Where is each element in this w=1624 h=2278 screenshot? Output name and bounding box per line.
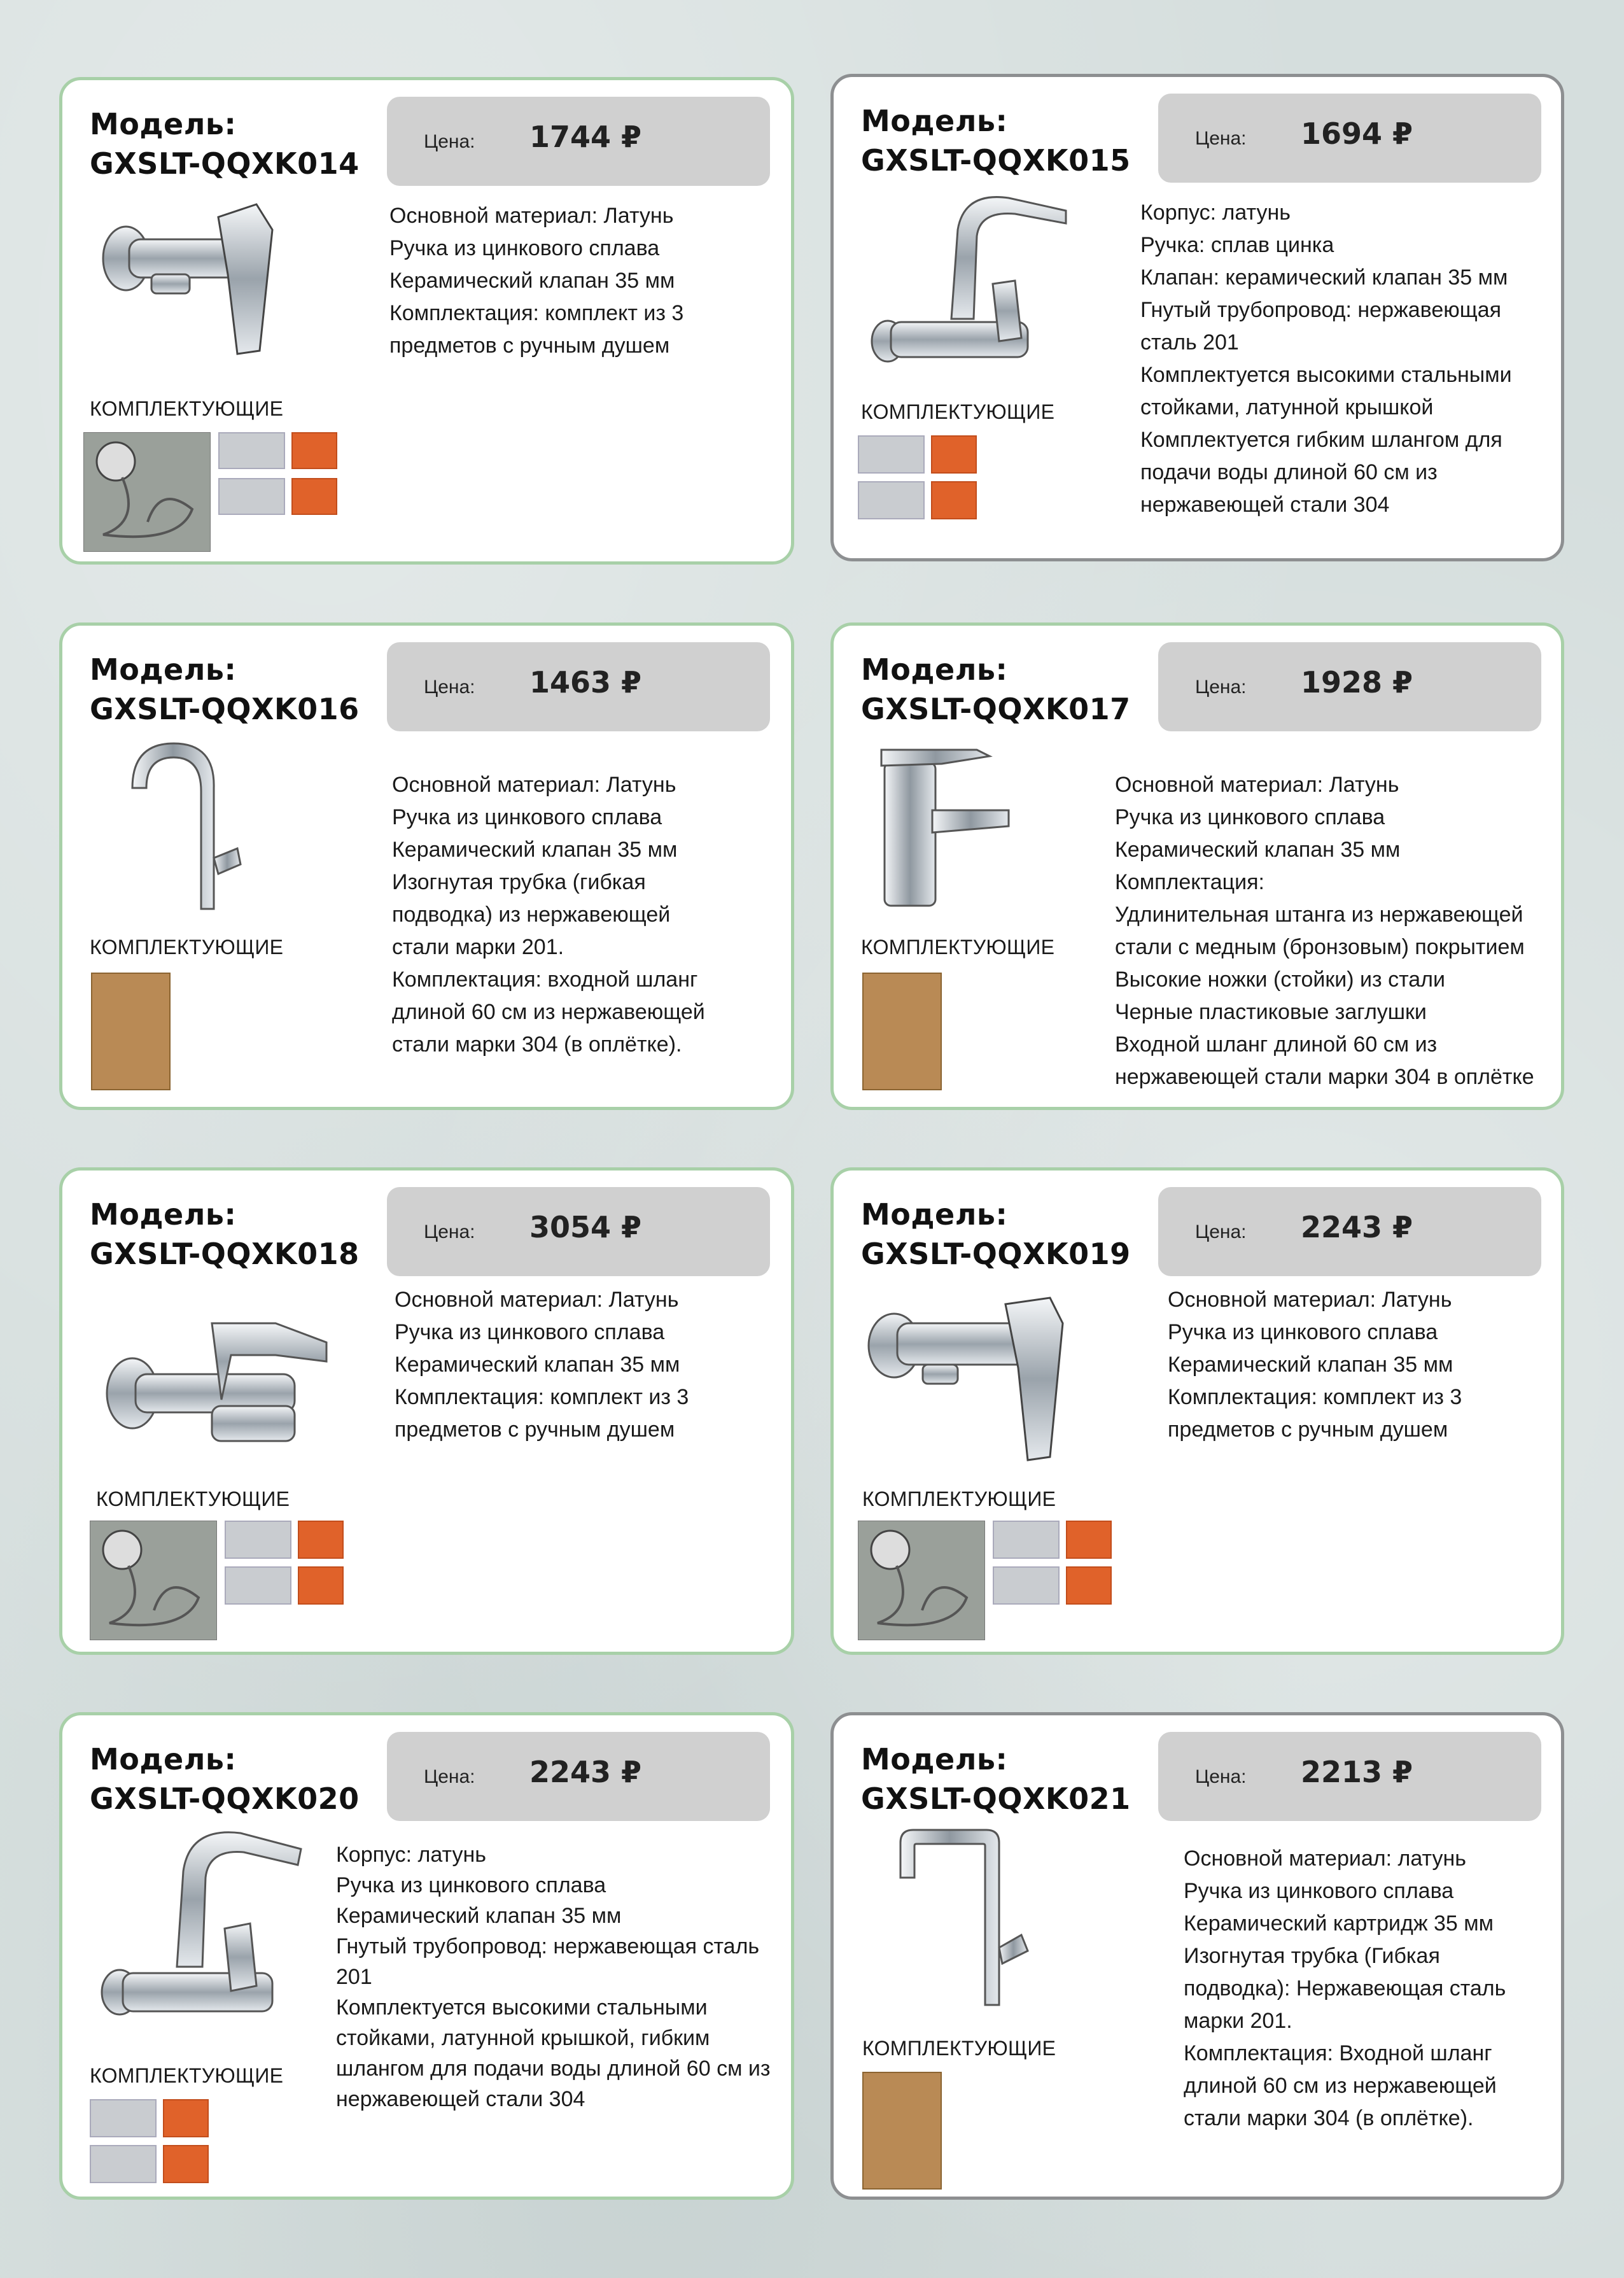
kitchen-mixer-icon: [107, 737, 285, 922]
description: Основной материал: Латунь Ручка из цинкового сплава Керамический клапан 35 мм Комплектация: комплект из 3 предметов с ручным душем: [1168, 1288, 1462, 1442]
price-label: Цена:: [424, 677, 475, 698]
connector-icon: [163, 2145, 209, 2183]
price-value: 2243 ₽: [529, 1755, 642, 1789]
price-label: Цена:: [1195, 128, 1247, 149]
price-value: 1463 ₽: [529, 665, 642, 700]
connector-icon: [1066, 1566, 1112, 1605]
flange-icon: [993, 1566, 1060, 1605]
description: Основной материал: Латунь Ручка из цинкового сплава Керамический клапан 35 мм Комплектация: Удлинительная штанга из нержавеющей стали с медным (бронзовым) покрытием Высокие ножки (стойки) из стали Черные пластиковые заглушки Входной шланг длиной 60 см из нержавеющей стали марки 304 в оплётке: [1115, 773, 1534, 1089]
accessories-label: КОМПЛЕКТУЮЩИЕ: [861, 400, 1055, 423]
product-card-017: [830, 622, 1564, 1110]
brass-extension-icon: [862, 2072, 942, 2190]
price-box: [387, 97, 770, 186]
flange-icon: [90, 2099, 157, 2137]
model-title: Модель: GXSLT-QQXK019: [861, 1197, 1131, 1271]
shower-wall-mixer-icon: [91, 179, 307, 370]
model-title: Модель: GXSLT-QQXK020: [90, 1742, 360, 1816]
sink-wall-mixer-icon: [81, 1814, 317, 2030]
connector-icon: [298, 1521, 344, 1559]
flange-icon: [858, 481, 925, 519]
basin-mixer-icon: [862, 737, 1028, 915]
description: Основной материал: Латунь Ручка из цинкового сплава Керамический клапан 35 мм Комплектация: комплект из 3 предметов с ручным душем: [395, 1288, 689, 1442]
price-label: Цена:: [424, 1766, 475, 1787]
price-label: Цена:: [1195, 1766, 1247, 1787]
price-value: 2213 ₽: [1301, 1755, 1413, 1789]
model-title: Модель: GXSLT-QQXK016: [90, 652, 360, 726]
price-value: 3054 ₽: [529, 1210, 642, 1244]
accessories-label: КОМПЛЕКТУЮЩИЕ: [862, 1487, 1056, 1510]
connector-icon: [1066, 1521, 1112, 1559]
hand-shower-icon: [858, 1521, 985, 1640]
price-label: Цена:: [424, 131, 475, 152]
price-label: Цена:: [1195, 677, 1247, 698]
model-title: Модель: GXSLT-QQXK014: [90, 107, 360, 181]
flange-icon: [993, 1521, 1060, 1559]
product-card-019: [830, 1167, 1564, 1655]
model-title: Модель: GXSLT-QQXK021: [861, 1742, 1131, 1816]
price-box: [387, 1732, 770, 1821]
hand-shower-icon: [83, 432, 211, 552]
price-value: 1928 ₽: [1301, 665, 1413, 700]
price-box: [1158, 94, 1541, 183]
product-card-016: [59, 622, 794, 1110]
flange-icon: [225, 1521, 291, 1559]
model-title: Модель: GXSLT-QQXK017: [861, 652, 1131, 726]
connector-icon: [291, 478, 337, 515]
brass-extension-icon: [91, 973, 171, 1090]
connector-icon: [291, 432, 337, 469]
connector-icon: [298, 1566, 344, 1605]
description: Основной материал: Латунь Ручка из цинкового сплава Керамический клапан 35 мм Комплектация: комплект из 3 предметов с ручным душем: [389, 204, 684, 358]
accessories-label: КОМПЛЕКТУЮЩИЕ: [90, 936, 284, 959]
product-card-014: [59, 77, 794, 565]
price-box: [1158, 1187, 1541, 1276]
shower-wall-mixer-icon: [859, 1279, 1088, 1470]
price-value: 2243 ₽: [1301, 1210, 1413, 1244]
price-label: Цена:: [1195, 1221, 1247, 1242]
description: Основной материал: Латунь Ручка из цинкового сплава Керамический клапан 35 мм Изогнутая трубка (гибкая подводка) из нержавеющей стали марки 201. Комплектация: входной шланг длиной 60 см из нержавеющей стали марки 304 (в оплётке).: [392, 773, 705, 1057]
product-card-015: [830, 74, 1564, 561]
price-box: [387, 1187, 770, 1276]
flange-icon: [858, 435, 925, 474]
description: Корпус: латунь Ручка из цинкового сплава Керамический клапан 35 мм Гнутый трубопровод: нержавеющая сталь 201 Комплектуется высокими стальными стойками, латунной крышкой, гибким шлангом для подачи воды длиной 60 см из нержавеющей стали 304: [336, 1843, 771, 2111]
kitchen-mixer-icon: [881, 1820, 1060, 2018]
connector-icon: [163, 2099, 209, 2137]
connector-icon: [931, 435, 977, 474]
model-title: Модель: GXSLT-QQXK015: [861, 104, 1131, 178]
description: Корпус: латунь Ручка: сплав цинка Клапан: керамический клапан 35 мм Гнутый трубопровод: нержавеющая сталь 201 Комплектуется высокими стальными стойками, латунной крышкой Комплектуется гибким шлангом для подачи воды длиной 60 см из нержавеющей стали 304: [1140, 200, 1512, 517]
flange-icon: [225, 1566, 291, 1605]
price-box: [1158, 642, 1541, 731]
product-card-021: [830, 1712, 1564, 2200]
bath-mixer-icon: [85, 1285, 339, 1476]
description: Основной материал: латунь Ручка из цинкового сплава Керамический картридж 35 мм Изогнутая трубка (Гибкая подводка): Нержавеющая сталь марки 201. Комплектация: Входной шланг длиной 60 см из нержавеющей стали марки 304 (в оплётке).: [1184, 1846, 1506, 2130]
accessories-label: КОМПЛЕКТУЮЩИЕ: [96, 1487, 290, 1510]
sink-wall-mixer-icon: [862, 185, 1079, 376]
brass-extension-icon: [862, 973, 942, 1090]
price-value: 1744 ₽: [529, 120, 642, 154]
flange-icon: [90, 2145, 157, 2183]
product-card-020: [59, 1712, 794, 2200]
flange-icon: [218, 478, 285, 515]
flange-icon: [218, 432, 285, 469]
product-card-018: [59, 1167, 794, 1655]
price-value: 1694 ₽: [1301, 116, 1413, 151]
hand-shower-icon: [90, 1521, 217, 1640]
accessories-label: КОМПЛЕКТУЮЩИЕ: [861, 936, 1055, 959]
connector-icon: [931, 481, 977, 519]
accessories-label: КОМПЛЕКТУЮЩИЕ: [90, 2064, 284, 2087]
model-title: Модель: GXSLT-QQXK018: [90, 1197, 360, 1271]
accessories-label: КОМПЛЕКТУЮЩИЕ: [862, 2037, 1056, 2060]
price-label: Цена:: [424, 1221, 475, 1242]
price-box: [1158, 1732, 1541, 1821]
price-box: [387, 642, 770, 731]
accessories-label: КОМПЛЕКТУЮЩИЕ: [90, 397, 284, 420]
